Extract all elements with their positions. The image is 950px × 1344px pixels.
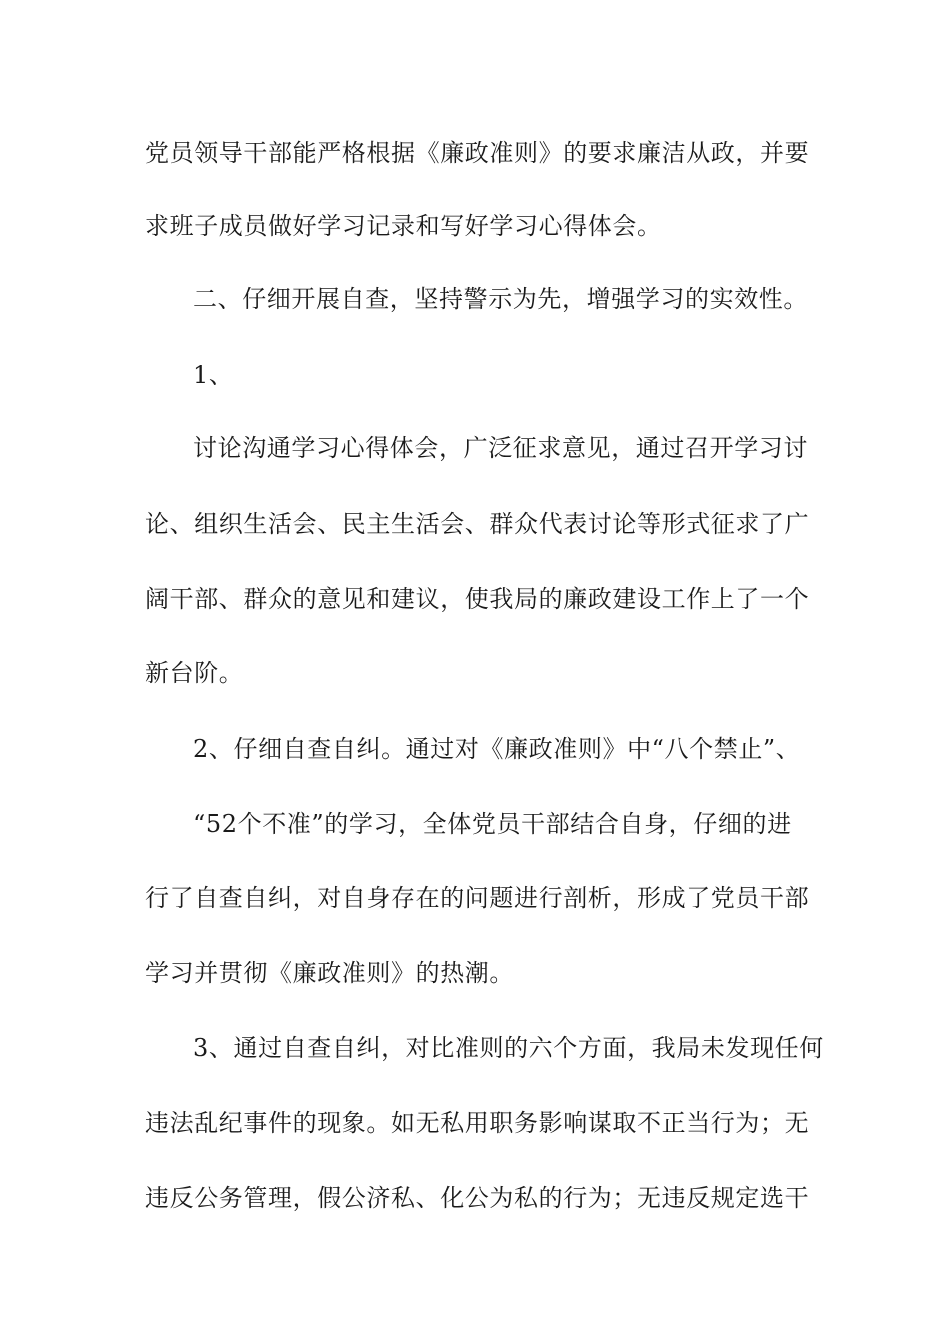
text-line: 违反公务管理，假公济私、化公为私的行为；无违反规定选干 xyxy=(145,1184,810,1212)
text-line: 新台阶。 xyxy=(145,659,244,687)
text-line: 论、组织生活会、民主生活会、群众代表讨论等形式征求了广 xyxy=(145,510,810,538)
text-line: 阔干部、群众的意见和建议，使我局的廉政建设工作上了一个 xyxy=(145,585,810,613)
text-line: “52个不准”的学习，全体党员干部结合自身，仔细的进 xyxy=(193,810,792,838)
text-line: 行了自查自纠，对自身存在的问题进行剖析，形成了党员干部 xyxy=(145,884,810,912)
list-number: 1、 xyxy=(193,361,234,389)
section-heading: 二、仔细开展自查，坚持警示为先，增强学习的实效性。 xyxy=(193,285,808,313)
text-line: 求班子成员做好学习记录和写好学习心得体会。 xyxy=(145,212,662,240)
text-line: 3、通过自查自纠，对比准则的六个方面，我局未发现任何 xyxy=(193,1034,824,1062)
text-line: 讨论沟通学习心得体会，广泛征求意见，通过召开学习讨 xyxy=(193,434,808,462)
text-line: 违法乱纪事件的现象。如无私用职务影响谋取不正当行为；无 xyxy=(145,1109,810,1137)
text-line: 党员领导干部能严格根据《廉政准则》的要求廉洁从政，并要 xyxy=(145,139,810,167)
text-line: 2、仔细自查自纠。通过对《廉政准则》中“八个禁止”、 xyxy=(193,735,801,763)
text-line: 学习并贯彻《廉政准则》的热潮。 xyxy=(145,959,514,987)
